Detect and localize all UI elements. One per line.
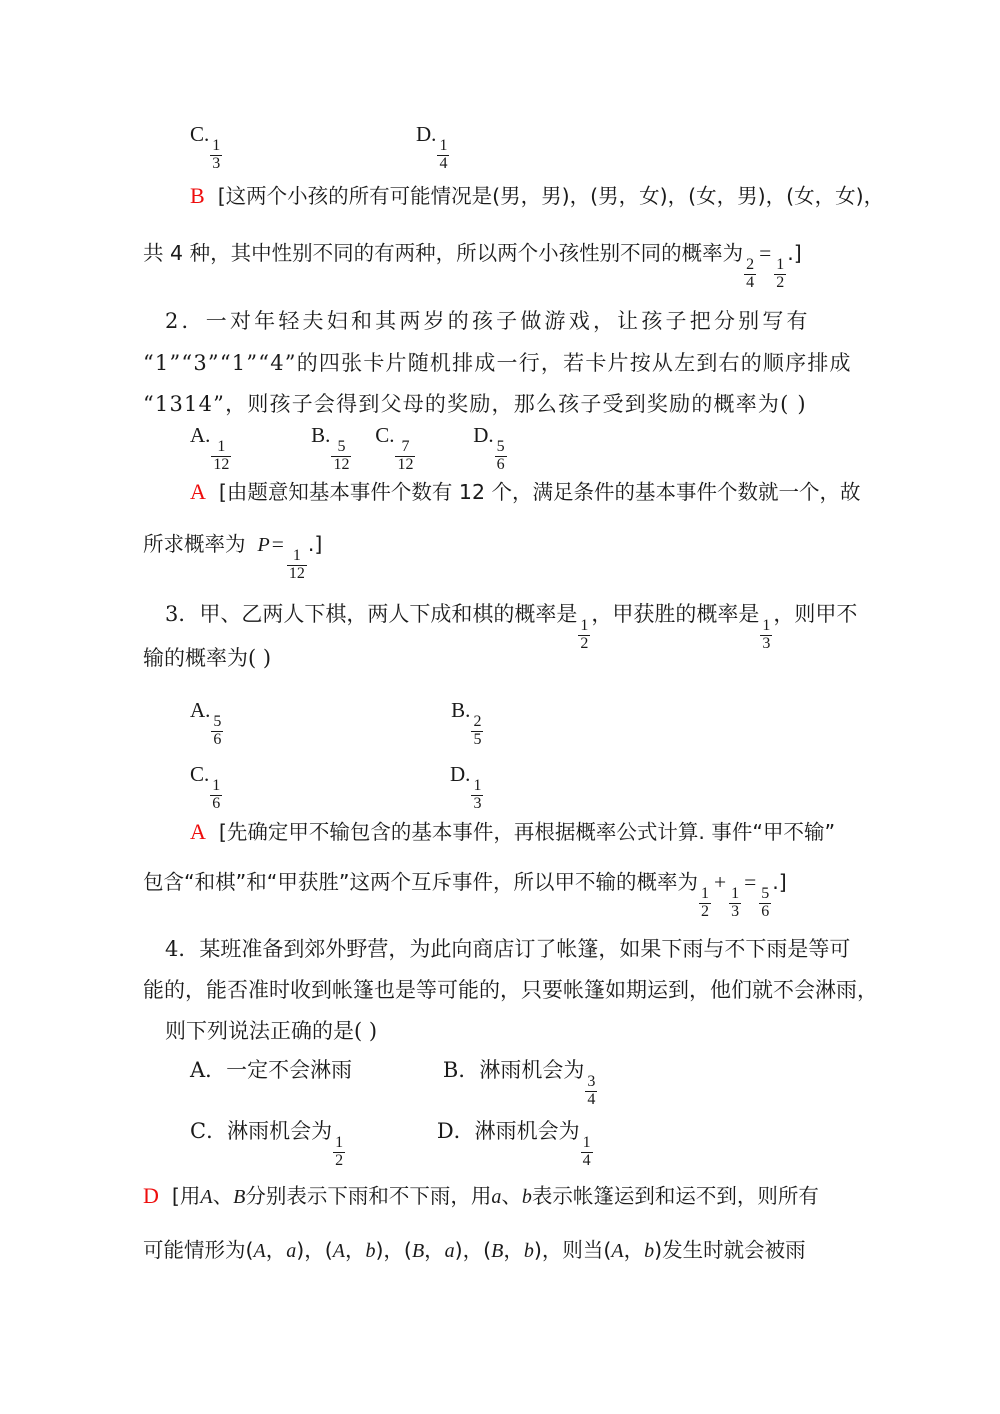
q4-stem-block-1 xyxy=(143,939,857,960)
q4-answer-l2-p5: )，( xyxy=(375,1238,412,1262)
q1-answer-tail: .] xyxy=(787,241,802,265)
q3-answer-tail: .] xyxy=(772,870,787,894)
q2-option-c-label[interactable]: C. xyxy=(375,423,395,447)
q4-options-row-ab xyxy=(143,1060,857,1108)
variable: A xyxy=(253,1240,266,1262)
q4-answer-l2-p6: ， xyxy=(424,1238,445,1262)
q3-option-b-label[interactable]: B. xyxy=(451,698,471,722)
q3-answer-text-1: [先确定甲不输包含的基本事件，再根据概率公式计算. 事件“甲不输” xyxy=(218,820,836,844)
q3-answer-line-2 xyxy=(143,872,857,920)
q1-option-c-fraction: $\frac{1}{3}$ xyxy=(212,137,221,172)
q3-stem-text-b: ，甲获胜的概率是 xyxy=(591,602,760,626)
variable-b-lower: b xyxy=(521,1186,532,1208)
q4-answer-l2-p7: )，( xyxy=(454,1238,492,1262)
q4-options-row-cd xyxy=(143,1121,857,1169)
q3-stem-block-2 xyxy=(143,648,857,669)
variable-p: P xyxy=(257,534,270,556)
q1-answer-line-2 xyxy=(143,243,857,291)
q4-option-b-text[interactable]: 淋雨机会为 xyxy=(479,1058,585,1082)
q4-option-a-text[interactable]: 一定不会淋雨 xyxy=(226,1058,353,1082)
q4-options-line-2 xyxy=(143,1121,857,1169)
q4-answer-text-p4: 、 xyxy=(501,1184,522,1208)
q2-answer-text-1: [由题意知基本事件个数有 12 个，满足条件的基本事件个数就一个，故 xyxy=(218,480,861,504)
q1-option-row-cd xyxy=(143,124,857,172)
q1-options-row xyxy=(143,124,857,172)
q4-answer-text-p3: 分别表示下雨和不下雨，用 xyxy=(245,1184,492,1208)
q3-option-c-label[interactable]: C. xyxy=(190,762,210,786)
q1-answer-fraction-2: $\frac{1}{2}$ xyxy=(776,256,785,291)
variable: B xyxy=(491,1240,504,1262)
q3-stem-text-c: ，则甲不 xyxy=(773,602,858,626)
variable: A xyxy=(332,1240,345,1262)
variable: a xyxy=(286,1240,297,1262)
q2-option-c-fraction: $\frac{7}{12}$ xyxy=(397,438,414,473)
q2-answer-letter: A xyxy=(190,479,206,504)
q2-stem-line-3 xyxy=(143,394,857,415)
q2-answer-block-2 xyxy=(143,534,857,582)
q3-answer-fraction-3: $\frac{5}{6}$ xyxy=(761,885,770,920)
q3-option-b-fraction: $\frac{2}{5}$ xyxy=(473,713,482,748)
q2-answer-line-2 xyxy=(143,534,857,582)
q4-answer-text-p5: 表示帐篷运到和运不到，则所有 xyxy=(531,1184,819,1208)
q4-option-c-fraction: $\frac{1}{2}$ xyxy=(335,1134,344,1169)
q4-answer-l2-p9: )，则当( xyxy=(533,1238,612,1262)
q4-options-line-1 xyxy=(143,1060,857,1108)
q3-answer-letter: A xyxy=(190,819,206,844)
q1-answer-fraction-1: $\frac{2}{4}$ xyxy=(746,256,755,291)
q1-answer-line-1 xyxy=(143,183,885,208)
q4-answer-line-2 xyxy=(143,1240,857,1262)
q3-win-probability-fraction: $\frac{1}{3}$ xyxy=(762,617,771,652)
q1-answer-letter: B xyxy=(190,183,205,208)
q3-answer-block-2 xyxy=(143,872,857,920)
q1-answer-block xyxy=(143,183,885,208)
q2-answer-fraction: $\frac{1}{12}$ xyxy=(288,547,305,582)
q4-answer-text-p1: [用 xyxy=(171,1184,201,1208)
q1-option-d-label[interactable]: D. xyxy=(416,122,437,146)
q2-options-row xyxy=(143,425,857,473)
q3-answer-fraction-1: $\frac{1}{2}$ xyxy=(700,885,709,920)
q4-answer-letter: D xyxy=(143,1183,159,1208)
q2-stem-text-3: “1314”，则孩子会得到父母的奖励，那么孩子受到奖励的概率为( ) xyxy=(143,392,807,416)
q1-answer-text-2: 共 4 种，其中性别不同的有两种，所以两个小孩性别不同的概率为 xyxy=(143,241,744,265)
q3-answer-block xyxy=(143,821,857,844)
q4-answer-block xyxy=(143,1185,857,1208)
equals-sign: = xyxy=(271,532,284,556)
q2-stem-text-2: “1”“3”“1”“4”的四张卡片随机排成一行，若卡片按从左到右的顺序排成 xyxy=(143,351,852,375)
q3-stem-text-a: 3．甲、乙两人下棋，两人下成和棋的概率是 xyxy=(165,602,578,626)
q4-stem-block-3 xyxy=(143,1021,857,1042)
q4-answer-line-1 xyxy=(143,1185,857,1208)
q3-options-line-1 xyxy=(143,700,857,748)
variable-a-lower: a xyxy=(491,1186,502,1208)
q2-option-a-label[interactable]: A. xyxy=(190,423,211,447)
q3-option-a-fraction: $\frac{5}{6}$ xyxy=(213,713,222,748)
q2-option-a-fraction: $\frac{1}{12}$ xyxy=(213,438,230,473)
q3-option-d-label[interactable]: D. xyxy=(450,762,471,786)
q4-answer-text-p2: 、 xyxy=(212,1184,234,1208)
q4-answer-l2-p4: ， xyxy=(344,1238,366,1262)
variable: b xyxy=(644,1240,655,1262)
equals-sign: = xyxy=(759,241,772,265)
q4-answer-l2-p11: )发生时就会被雨 xyxy=(654,1238,806,1262)
q2-option-d-fraction: $\frac{5}{6}$ xyxy=(496,438,505,473)
q4-stem-block-2 xyxy=(143,978,878,1002)
plus-sign: + xyxy=(713,870,727,894)
q3-options-row-ab xyxy=(143,700,857,748)
q3-answer-text-2: 包含“和棋”和“甲获胜”这两个互斥事件，所以甲不输的概率为 xyxy=(143,870,698,894)
q4-stem-line-3: 则下列说法正确的是( ) xyxy=(165,1019,378,1043)
q4-option-a-label[interactable]: A． xyxy=(190,1058,227,1082)
q2-option-d-label[interactable]: D. xyxy=(473,423,494,447)
variable: b xyxy=(523,1240,534,1262)
q3-draw-probability-fraction: $\frac{1}{2}$ xyxy=(580,617,589,652)
q3-option-a-label[interactable]: A. xyxy=(190,698,211,722)
variable: A xyxy=(611,1240,624,1262)
q3-stem-line-2: 输的概率为( ) xyxy=(143,646,272,670)
q2-answer-tail: .] xyxy=(307,532,323,556)
q4-answer-l2-p1: 可能情形为( xyxy=(143,1238,254,1262)
q3-answer-fraction-2: $\frac{1}{3}$ xyxy=(731,885,740,920)
variable: b xyxy=(365,1240,376,1262)
variable-b: B xyxy=(233,1186,246,1208)
q4-option-d-label[interactable]: D． xyxy=(436,1119,475,1143)
q4-option-d-fraction: $\frac{1}{4}$ xyxy=(582,1134,591,1169)
variable: a xyxy=(444,1240,455,1262)
q1-option-d-fraction: $\frac{1}{4}$ xyxy=(439,137,448,172)
q4-answer-l2-p8: ， xyxy=(503,1238,524,1262)
q3-options-row-cd xyxy=(143,764,857,812)
variable-a: A xyxy=(200,1186,213,1208)
q4-answer-l2-p10: ， xyxy=(623,1238,645,1262)
q1-answer-text-1: [这两个小孩的所有可能情况是(男，男)，(男，女)，(女，男)，(女，女)， xyxy=(217,184,885,208)
q2-options-line xyxy=(143,425,857,473)
q3-answer-line-1 xyxy=(143,821,857,844)
q2-answer-text-2: 所求概率为 xyxy=(143,532,246,556)
q4-answer-block-2 xyxy=(143,1240,857,1262)
q3-option-c-fraction: $\frac{1}{6}$ xyxy=(212,777,221,812)
q4-option-c-text[interactable]: 淋雨机会为 xyxy=(227,1119,333,1143)
q2-answer-block xyxy=(143,479,861,504)
q4-option-c-label[interactable]: C． xyxy=(190,1119,228,1143)
q2-stem-text-1: 2．一对年轻夫妇和其两岁的孩子做游戏，让孩子把分别写有 xyxy=(165,309,811,333)
q4-answer-l2-p2: ， xyxy=(265,1238,287,1262)
q1-option-c-label[interactable]: C. xyxy=(190,122,210,146)
q3-options-line-2 xyxy=(143,764,857,812)
q2-answer-line-1 xyxy=(143,479,861,504)
q4-answer-l2-p3: )，( xyxy=(296,1238,333,1262)
q4-option-b-label[interactable]: B． xyxy=(442,1058,480,1082)
q2-option-b-fraction: $\frac{5}{12}$ xyxy=(333,438,350,473)
q4-option-d-text[interactable]: 淋雨机会为 xyxy=(474,1119,580,1143)
q1-answer-block-2 xyxy=(143,243,857,291)
q3-option-d-fraction: $\frac{1}{3}$ xyxy=(473,777,482,812)
q4-stem-line-1: 4．某班准备到郊外野营，为此向商店订了帐篷，如果下雨与不下雨是等可 xyxy=(165,937,851,961)
q2-stem-line-2 xyxy=(143,353,857,374)
q4-option-b-fraction: $\frac{3}{4}$ xyxy=(587,1073,596,1108)
q4-stem-line-2: 能的，能否准时收到帐篷也是等可能的，只要帐篷如期运到，他们就不会淋雨， xyxy=(143,978,878,1002)
equals-sign: = xyxy=(744,870,757,894)
variable: B xyxy=(411,1240,425,1262)
q2-option-b-label[interactable]: B. xyxy=(311,423,331,447)
q2-stem-line-1 xyxy=(143,311,857,332)
